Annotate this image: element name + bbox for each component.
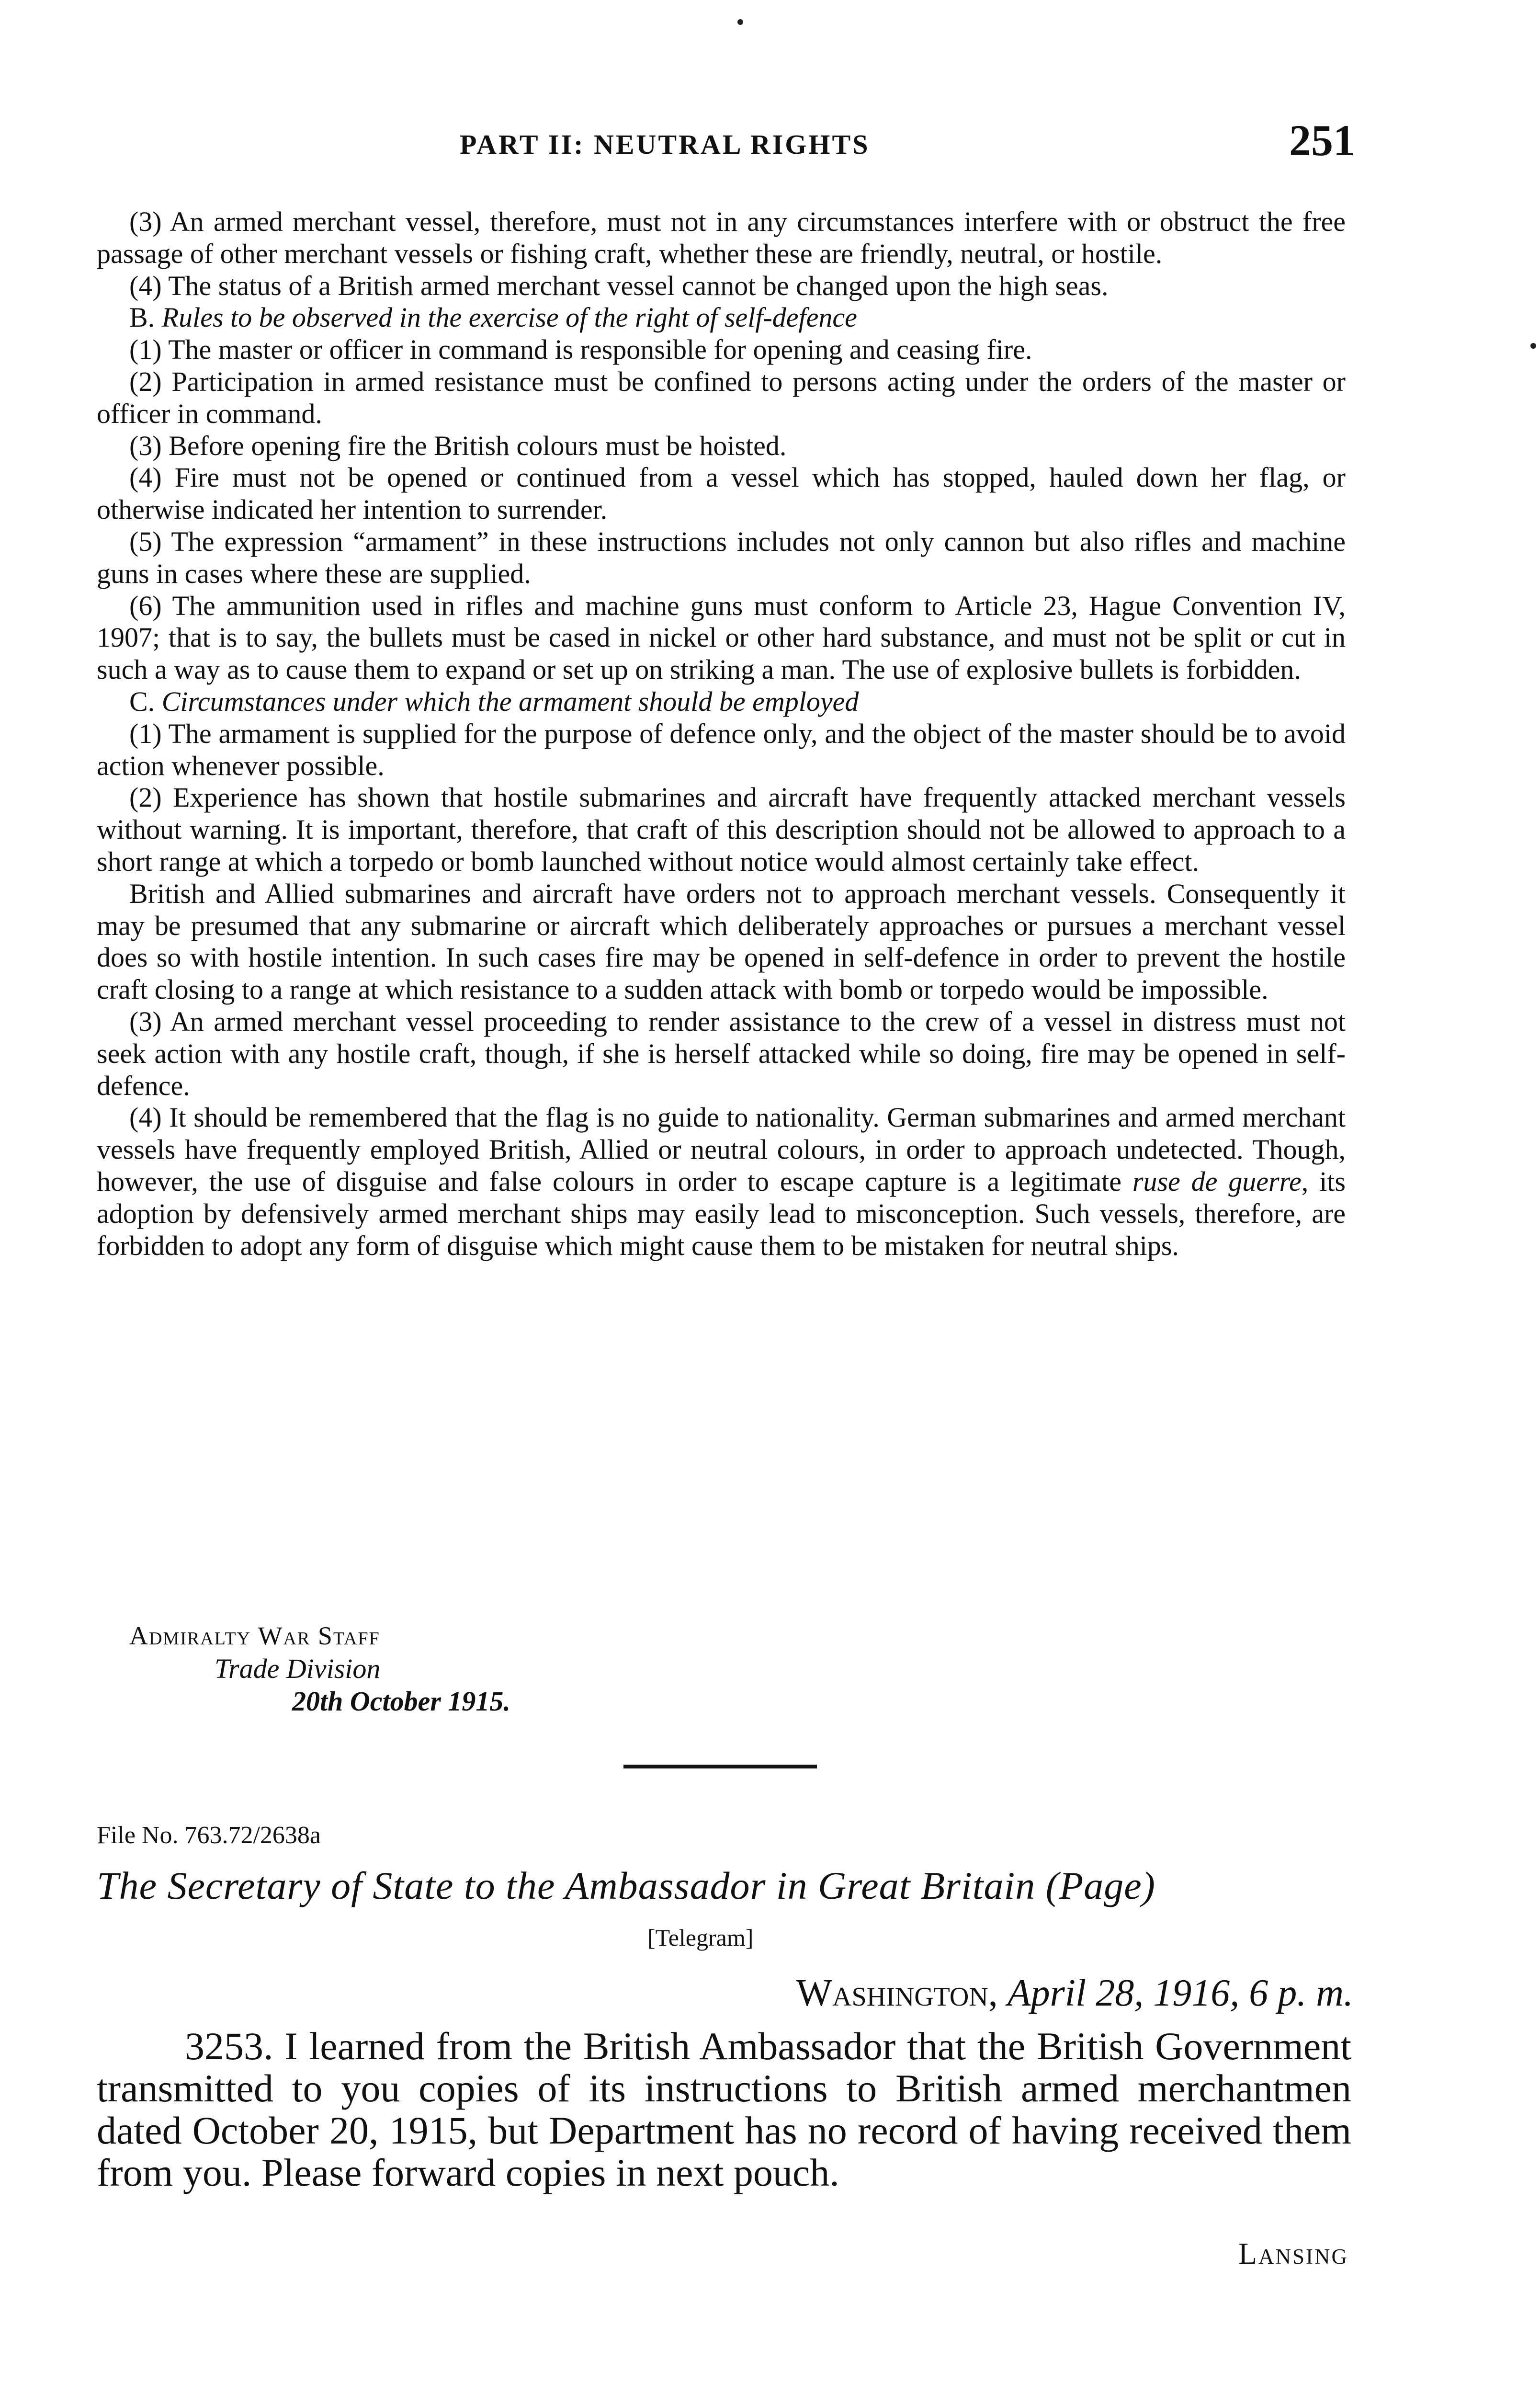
- paragraph: (1) The armament is supplied for the purpose of defence only, and the object of the master should be to avoid action whenever possible.: [97, 718, 1346, 781]
- document-type: [Telegram]: [647, 1924, 754, 1951]
- paragraph: (3) Before opening fire the British colours must be hoisted.: [129, 430, 787, 461]
- paragraph: (6) The ammunition used in rifles and machine guns must conform to Article 23, Hague Convention IV, 1907; that is to say, the bullets must be cased in nickel or other hard substance, and must not be split or cut in such a way as to cause them to expand or set up on striking a man. The use of explosive bullets is forbidden.: [97, 590, 1346, 685]
- section-title: Circumstances under which the armament should be employed: [161, 685, 859, 717]
- paragraph: (4) Fire must not be opened or continued from a vessel which has stopped, hauled down her flag, or otherwise indicated her intention to surrender.: [97, 462, 1346, 525]
- paragraph: 3253. I learned from the British Ambassador that the British Government transmitted to you copies of its instructions to British armed merchantmen dated October 20, 1915, but Department has no record of having received them from you. Please forward copies in next pouch.: [97, 2024, 1351, 2194]
- running-head: PART II: NEUTRAL RIGHTS: [460, 129, 870, 160]
- file-number: File No. 763.72/2638a: [97, 1822, 321, 1849]
- paragraph: (3) An armed merchant vessel, therefore, must not in any circumstances interfere with or obstruct the free passage of other merchant vessels or fishing craft, whether these are friendly, neutral, or hostile.: [97, 206, 1346, 269]
- page-header: [460, 115, 1355, 172]
- paragraph: (5) The expression “armament” in these instructions includes not only cannon but also rifles and machine guns in cases where these are supplied.: [97, 525, 1346, 589]
- text-run: (4) It should be remembered that the flag is no guide to nationality. German submarines and armed merchant vessels have frequently employed British, Allied or neutral colours, in order to approach undetected. Though, however, the use of disguise and false colours in order to escape capture is a legitimate: [97, 1102, 1346, 1197]
- dateline-date: April 28, 1916, 6 p. m.: [1007, 1972, 1353, 2014]
- telegram-body: [97, 2025, 1351, 2194]
- section-heading: [97, 686, 1346, 718]
- signature-office: Admiralty War Staff: [129, 1621, 380, 1650]
- paragraph: (3) An armed merchant vessel proceeding to render assistance to the crew of a vessel in distress must not seek action with any hostile craft, though, if she is herself attacked while so doing, fire may be opened in self-defence.: [97, 1005, 1346, 1101]
- section-title: Rules to be observed in the exercise of the right of self-defence: [161, 302, 857, 333]
- italic-phrase: ruse de guerre: [1132, 1165, 1302, 1197]
- section-letter: B.: [129, 302, 155, 333]
- paragraph: British and Allied submarines and aircraft have orders not to approach merchant vessels. Consequently it may be presumed that any submarine or aircraft which deliberately approaches or pursues a merchant vessel does so with hostile intention. In such cases fire may be opened in self-defence in order to prevent the hostile craft closing to a range at which resistance to a sudden attack with bomb or torpedo would be impossible.: [97, 878, 1346, 1005]
- body-text: [97, 206, 1346, 1262]
- dateline-place: Washington,: [796, 1972, 998, 2014]
- signature-date: 20th October 1915.: [292, 1686, 510, 1717]
- paragraph: (2) Experience has shown that hostile submarines and aircraft have frequently attacked merchant vessels without warning. It is important, therefore, that craft of this description should not be allowed to approach to a short range at which a torpedo or bomb launched without notice would almost certainly take effect.: [97, 782, 1346, 877]
- paragraph: [97, 1102, 1346, 1262]
- text-run: , its adoption by defensively armed merchant ships may easily lead to misconception. Such vessels, therefore, are forbidden to adopt any form of disguise which might cause them to be mistaken for neutral ships.: [97, 1165, 1346, 1261]
- signature-division: Trade Division: [215, 1653, 381, 1684]
- section-letter: C.: [129, 685, 155, 717]
- section-heading: [97, 302, 1346, 334]
- section-divider: [623, 1765, 817, 1768]
- scan-speck: [737, 19, 743, 25]
- page-number: 251: [1289, 116, 1355, 165]
- paragraph: (4) The status of a British armed merchant vessel cannot be changed upon the high seas.: [129, 270, 1109, 301]
- dateline: [796, 1972, 1353, 2015]
- document-heading: The Secretary of State to the Ambassador in Great Britain (Page): [97, 1864, 1155, 1907]
- paragraph: (1) The master or officer in command is responsible for opening and ceasing fire.: [129, 334, 1032, 365]
- signer-name: Lansing: [1238, 2236, 1348, 2270]
- scan-speck: [1530, 343, 1536, 349]
- paragraph: (2) Participation in armed resistance must be confined to persons acting under the orders of the master or officer in command.: [97, 365, 1346, 429]
